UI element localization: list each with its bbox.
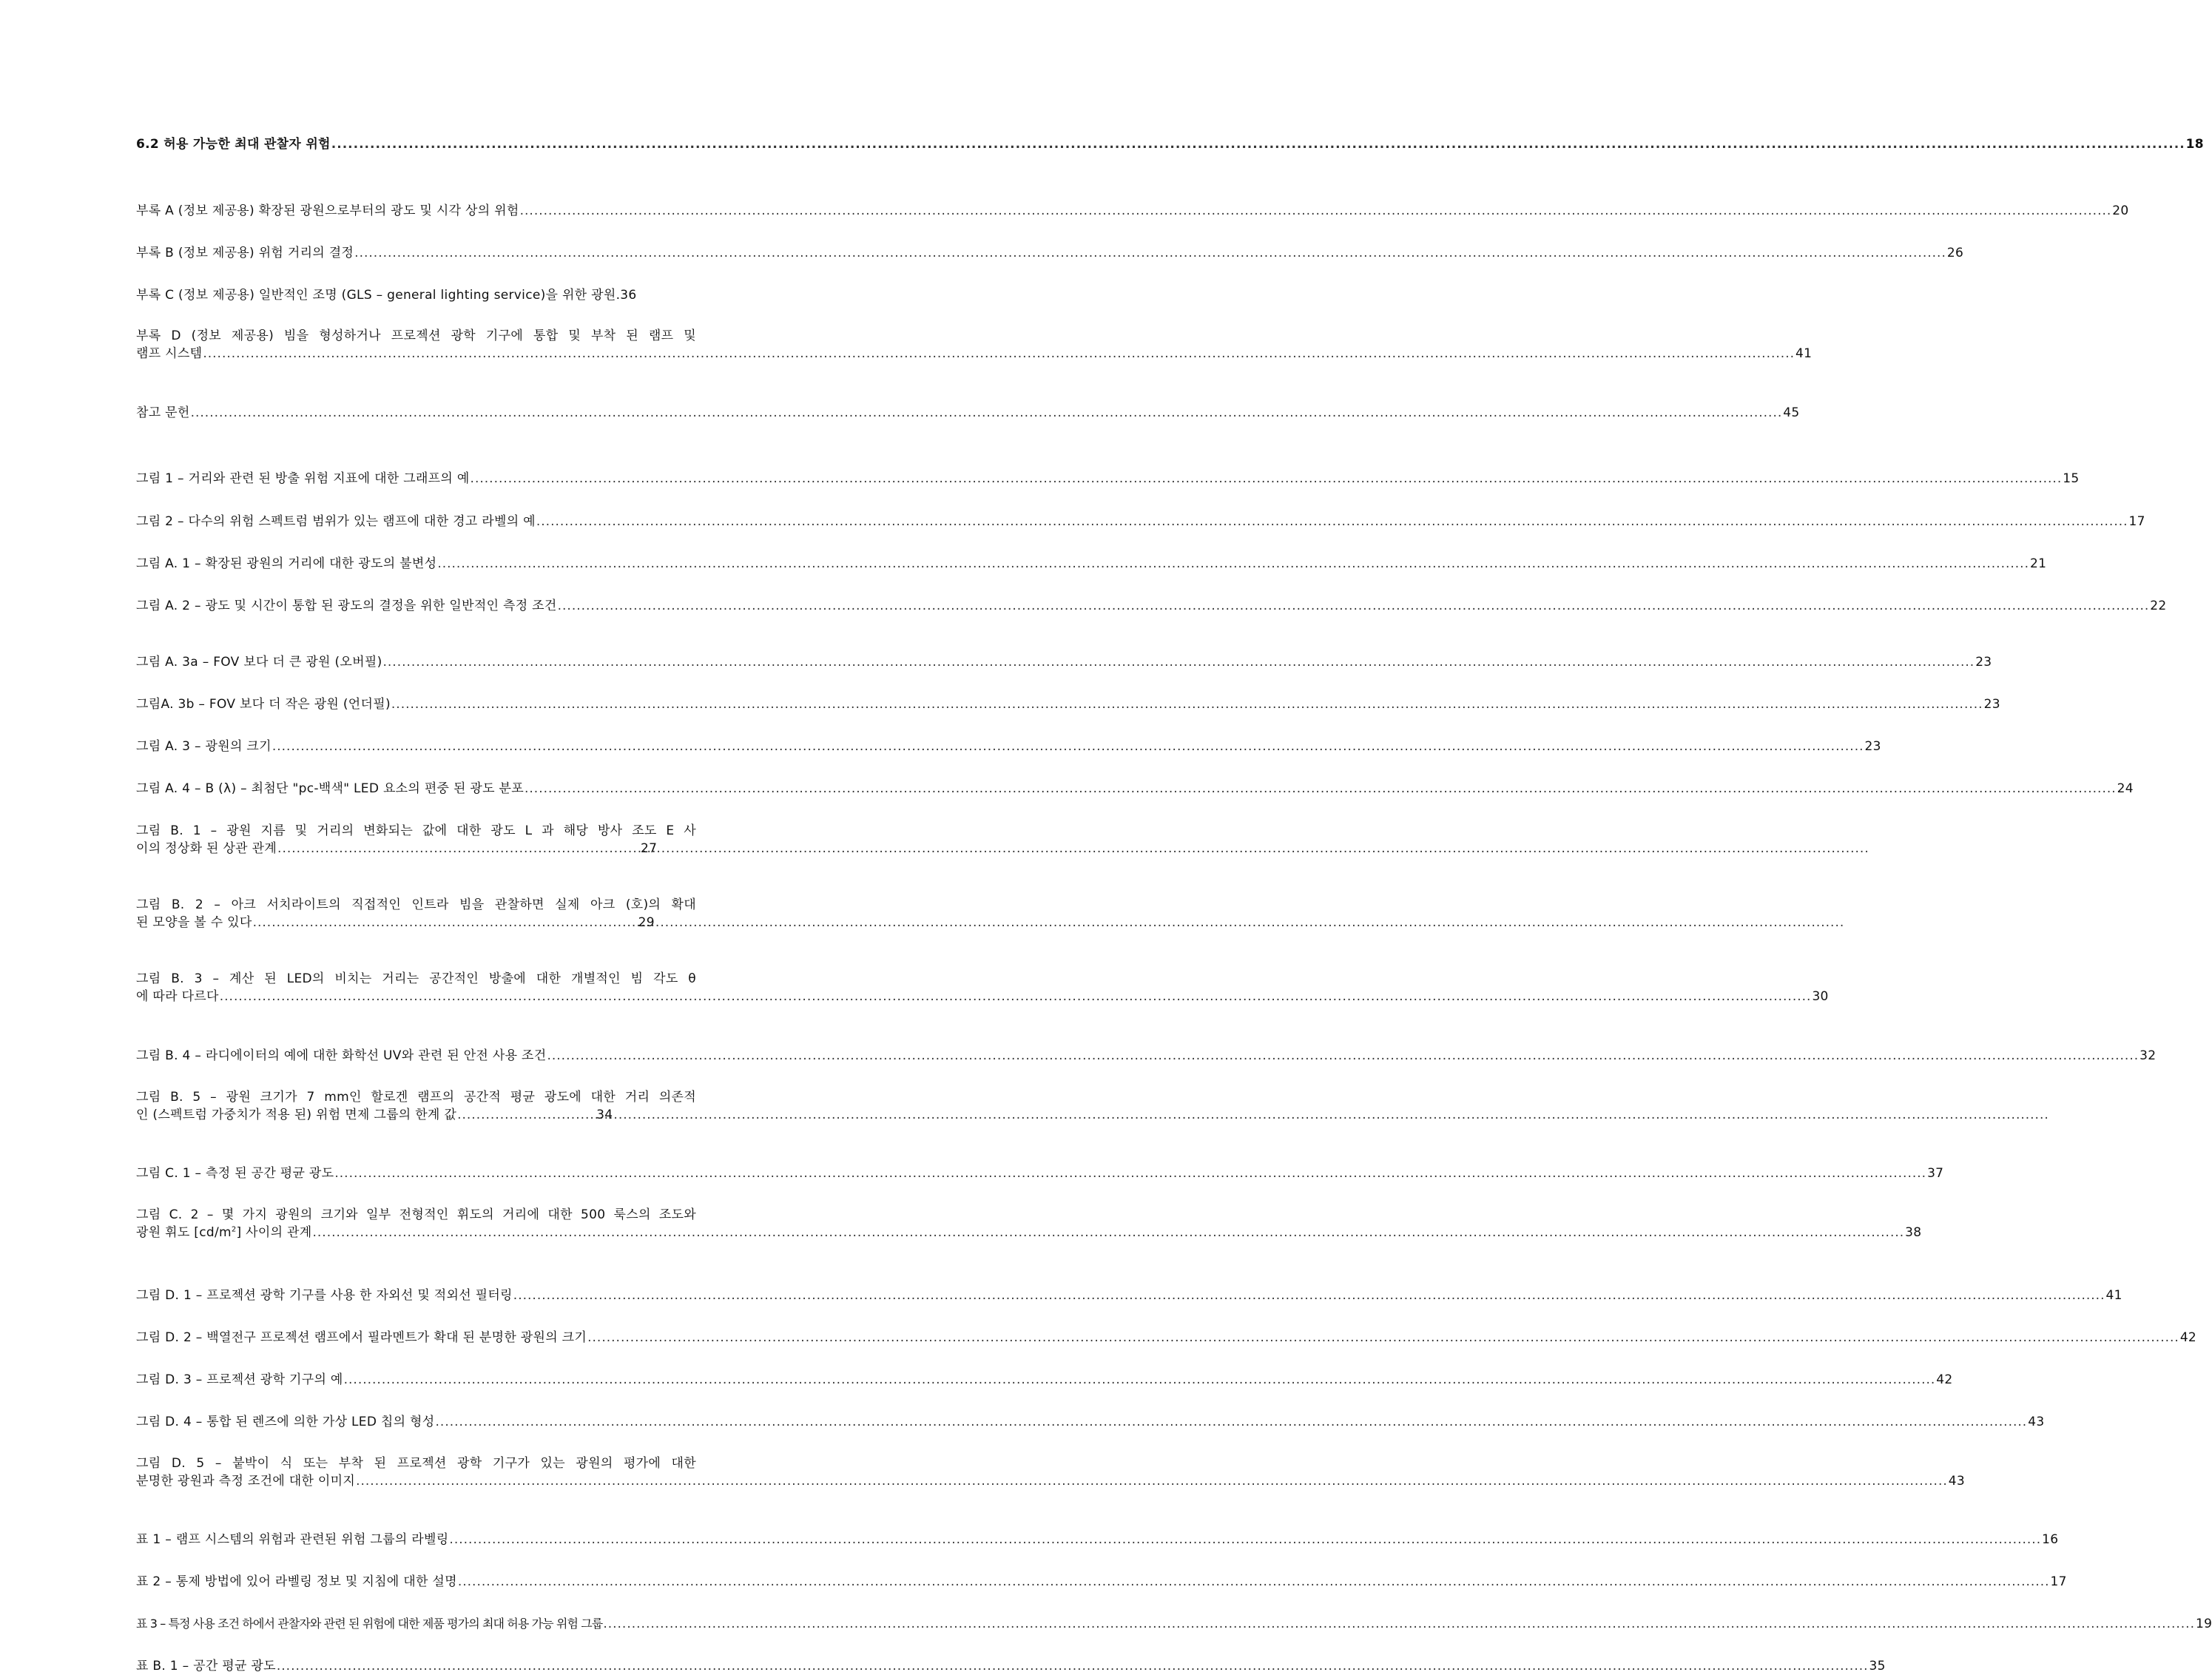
toc-entry[interactable] [136, 1615, 2212, 1633]
toc-entry-text-line1: 그림 B. 1 – 광원 지름 및 거리의 변화되는 값에 대한 광도 L 과 해당 방사 조도 E 사 [136, 823, 696, 838]
toc-entry-title: 이의 정상화 된 상관 관계 [136, 841, 277, 856]
dot-leader [547, 1047, 2139, 1065]
dot-leader [587, 1329, 2179, 1347]
dot-leader [391, 695, 1983, 713]
toc-page-number: 43 [1948, 1474, 1965, 1489]
dot-leader [331, 135, 2185, 153]
toc-entry[interactable] [136, 1165, 1944, 1182]
dot-leader [253, 914, 638, 931]
dot-leader [449, 1531, 2041, 1548]
toc-entry-title: 된 모양을 볼 수 있다 [136, 915, 252, 930]
toc-entry-title: 인 (스펙트럼 가중치가 적용 된) 위험 면제 그룹의 한계 값 [136, 1108, 457, 1122]
toc-entry[interactable] [136, 896, 696, 931]
dot-leader [272, 738, 1864, 755]
toc-entry-title: 표 2 – 통제 방법에 있어 라벨링 정보 및 지침에 대한 설명 [136, 1574, 457, 1589]
toc-entry-title: 그림 D. 4 – 통합 된 렌즈에 의한 가상 LED 칩의 형성 [136, 1415, 435, 1429]
dot-leader [471, 470, 2063, 488]
toc-entry[interactable] [136, 738, 1881, 755]
toc-entry-title: 6.2 허용 가능한 최대 관찰자 위험 [136, 137, 331, 152]
toc-page-number: 19 [2196, 1617, 2212, 1631]
toc-entry-title: 그림 C. 1 – 측정 된 공간 평균 광도 [136, 1166, 334, 1181]
toc-entry[interactable] [136, 327, 1813, 363]
toc-page-number: 26 [1946, 246, 1964, 260]
toc-entry-title: 그림 2 – 다수의 위험 스펙트럼 범위가 있는 램프에 대한 경고 라벨의 예 [136, 514, 536, 529]
toc-entry[interactable] [136, 1088, 696, 1124]
toc-entry[interactable] [136, 1573, 2067, 1591]
toc-entry[interactable] [136, 695, 2000, 713]
dot-leader [312, 1224, 1904, 1241]
toc-entry-title: 그림 A. 4 – B (λ) – 최첨단 "pc-백색" LED 요소의 편중 된 광도 분포 [136, 781, 524, 796]
toc-entry[interactable] [136, 404, 1800, 422]
toc-entry[interactable] [136, 1371, 1953, 1389]
toc-entry[interactable] [136, 513, 2145, 530]
toc-page-number: 23 [1864, 739, 1881, 754]
toc-entry-title: 분명한 광원과 측정 조건에 대한 이미지 [136, 1474, 356, 1489]
toc-entry-text-line1: 부록 D (정보 제공용) 빔을 형성하거나 프로젝션 광학 기구에 통합 및 부착 된 램프 및 [136, 328, 696, 343]
toc-entry-title: 표 B. 1 – 공간 평균 광도 [136, 1659, 276, 1674]
toc-entry[interactable] [136, 597, 2167, 615]
dot-leader [458, 1573, 2050, 1591]
toc-page-number: 30 [1812, 989, 1829, 1004]
toc-entry[interactable] [136, 1455, 1965, 1490]
dot-leader [536, 513, 2128, 530]
toc-page-number: 38 [1905, 1225, 1922, 1240]
toc-entry-title: 그림 D. 2 – 백열전구 프로젝션 램프에서 필라멘트가 확대 된 분명한 광원의 크기 [136, 1330, 587, 1345]
dot-leader [457, 1106, 596, 1124]
dot-leader [344, 1371, 1936, 1389]
toc-entry-title: 그림 B. 4 – 라디에이터의 예에 대한 화학선 UV와 관련 된 안전 사용 조건 [136, 1048, 547, 1063]
toc-entry-title: 부록 A (정보 제공용) 확장된 광원으로부터의 광도 및 시각 상의 위험 [136, 203, 519, 218]
toc-page-number: 16 [2042, 1532, 2059, 1547]
dot-leader [383, 653, 1975, 671]
toc-entry-title: 그림 D. 1 – 프로젝션 광학 기구를 사용 한 자외선 및 적외선 필터링 [136, 1288, 513, 1303]
dot-leader [277, 1657, 1869, 1675]
toc-entry-text-line1: 그림 B. 3 – 계산 된 LED의 비치는 거리는 공간적인 방출에 대한 개별적인 빔 각도 θ [136, 971, 696, 986]
dot-leader [220, 988, 1812, 1005]
toc-entry-title: 그림A. 3b – FOV 보다 더 작은 광원 (언더필) [136, 697, 391, 712]
toc-entry[interactable] [136, 555, 2047, 573]
dot-leader [603, 1615, 2195, 1633]
dot-leader [277, 840, 640, 857]
toc-page-number: 45 [1783, 405, 1800, 420]
dot-leader [191, 404, 1783, 422]
toc-page-number: 43 [2028, 1415, 2045, 1429]
toc-entry-text-line1: 그림 B. 2 – 아크 서치라이트의 직접적인 인트라 빔을 관찰하면 실제 아크 (호)의 확대 [136, 897, 696, 912]
toc-page-number: 15 [2063, 471, 2080, 486]
toc-entry-text-line1: 그림 B. 5 – 광원 크기가 7 mm인 할로겐 램프의 공간적 평균 광도에 대한 거리 의존적 [136, 1090, 696, 1105]
toc-entry-title: 그림 1 – 거리와 관련 된 방출 위험 지표에 대한 그래프의 예 [136, 471, 470, 486]
toc-entry[interactable] [136, 1413, 2045, 1431]
toc-entry[interactable] [136, 1657, 1886, 1675]
toc-entry[interactable] [136, 470, 2080, 488]
toc-entry-title: 그림 A. 3 – 광원의 크기 [136, 739, 272, 754]
toc-entry[interactable] [136, 244, 1964, 262]
toc-entry[interactable] [136, 822, 696, 857]
toc-page-number: 23 [1983, 697, 2000, 712]
toc-page-number: 20 [2112, 203, 2129, 218]
toc-entry[interactable] [136, 135, 2204, 153]
toc-entry-title: 그림 D. 3 – 프로젝션 광학 기구의 예 [136, 1372, 343, 1387]
toc-page-number: 18 [2185, 137, 2204, 152]
toc-entry-title: 부록 B (정보 제공용) 위험 거리의 결정 [136, 246, 354, 260]
toc-entry-title: 그림 A. 1 – 확장된 광원의 거리에 대한 광도의 불변성 [136, 556, 437, 571]
toc-entry-title: 그림 A. 2 – 광도 및 시간이 통합 된 광도의 결정을 위한 일반적인 측정 조건 [136, 599, 557, 613]
dot-leader [513, 1287, 2105, 1304]
dot-leader [520, 202, 2112, 220]
toc-entry[interactable] [136, 1287, 2122, 1304]
toc-entry-text-line1: 그림 D. 5 – 붙박이 식 또는 부착 된 프로젝션 광학 기구가 있는 광원의 평가에 대한 [136, 1456, 696, 1471]
toc-entry-text-line1: 그림 C. 2 – 몇 가지 광원의 크기와 일부 전형적인 휘도의 거리에 대한 500 룩스의 조도와 [136, 1207, 696, 1222]
toc-entry-title: 광원 휘도 $[cd/m^2]$ 사이의 관계 [136, 1225, 312, 1240]
dot-leader [436, 1413, 2028, 1431]
toc-entry[interactable] [136, 286, 696, 304]
dot-leader [203, 345, 1795, 363]
toc-page-number: .36 [616, 288, 637, 303]
toc-entry[interactable] [136, 970, 1829, 1005]
toc-entry[interactable] [136, 1047, 2157, 1065]
toc-page-number: 37 [1927, 1166, 1944, 1181]
toc-page-number: 21 [2030, 556, 2047, 571]
toc-entry-title: 램프 시스템 [136, 346, 203, 361]
toc-entry-title: 참고 문헌 [136, 405, 190, 420]
toc-page-number: 35 [1869, 1659, 1886, 1674]
toc-entry-title: 부록 C (정보 제공용) 일반적인 조명 (GLS – general lighting service)을 위한 광원 [136, 288, 616, 303]
toc-page-number: 17 [2050, 1574, 2067, 1589]
toc-entry[interactable] [136, 1531, 2059, 1548]
toc-page-number: 34 [596, 1108, 613, 1122]
toc-page-number: 32 [2139, 1048, 2157, 1063]
toc-page-number: 42 [2179, 1330, 2197, 1345]
toc-entry[interactable] [136, 1329, 2197, 1347]
toc-page-number: 17 [2128, 514, 2145, 529]
toc-entry-title: 표 3 – 특정 사용 조건 하에서 관찰자와 관련 된 위험에 대한 제품 평가의 최대 허용 가능 위험 그룹 [136, 1617, 603, 1631]
toc-entry[interactable] [136, 780, 2134, 798]
superscript: 2 [231, 1225, 237, 1234]
dot-leader [437, 555, 2029, 573]
toc-page-number: 42 [1936, 1372, 1953, 1387]
toc-entry-title: 표 1 – 램프 시스템의 위험과 관련된 위험 그룹의 라벨링 [136, 1532, 449, 1547]
toc-page-number: 29 [638, 915, 655, 930]
toc-entry[interactable] [136, 202, 2129, 220]
toc-entry[interactable] [136, 653, 1992, 671]
dot-leader [334, 1165, 1926, 1182]
toc-page-number: 41 [2105, 1288, 2122, 1303]
dot-leader [356, 1472, 1948, 1490]
toc-page-number: 27 [641, 841, 658, 856]
toc-entry[interactable] [136, 1206, 1922, 1241]
dot-leader [525, 780, 2117, 798]
toc-page-number: 41 [1795, 346, 1813, 361]
toc-entry-title: 에 따라 다르다 [136, 989, 219, 1004]
dot-leader [558, 597, 2150, 615]
toc-entry-title: 그림 A. 3a – FOV 보다 더 큰 광원 (오버필) [136, 655, 382, 670]
dot-leader [354, 244, 1946, 262]
toc-page-number: 24 [2117, 781, 2134, 796]
toc-page-number: 22 [2150, 599, 2167, 613]
toc-page-number: 23 [1975, 655, 1992, 670]
